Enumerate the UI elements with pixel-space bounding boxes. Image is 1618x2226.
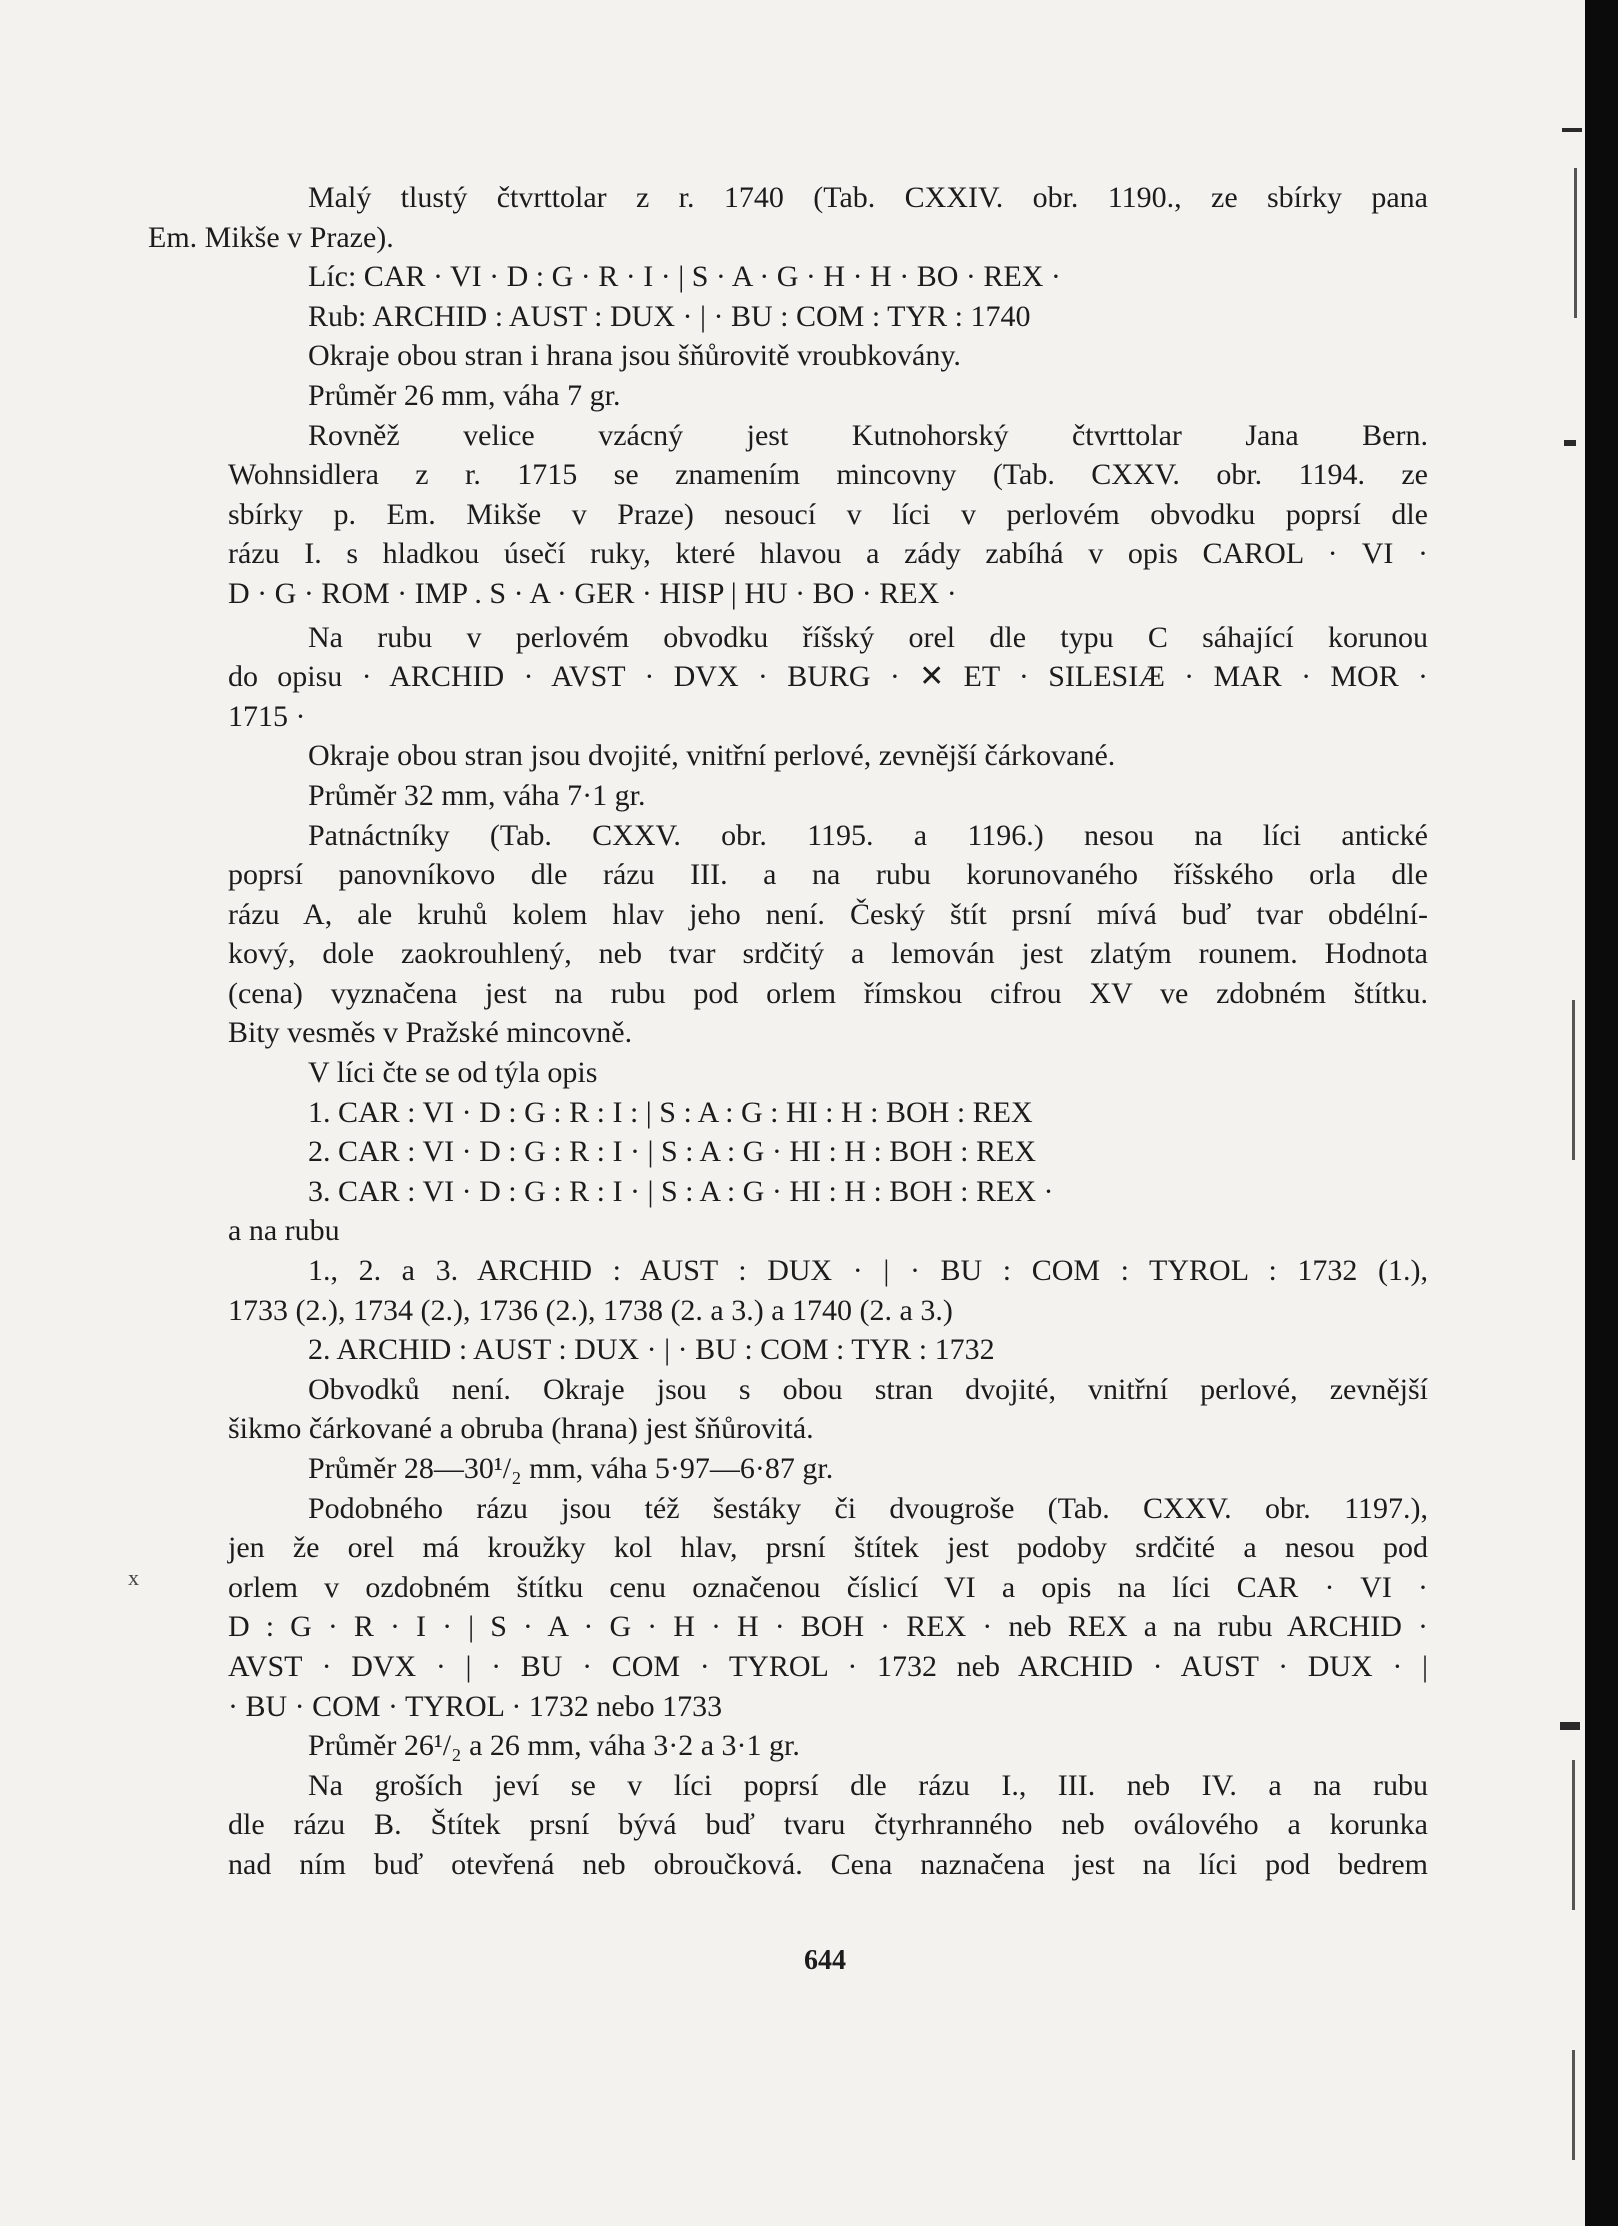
text-line: Bity vesměs v Pražské mincovně. bbox=[228, 1016, 633, 1050]
text-line: 1., 2. a 3. ARCHID : AUST : DUX · | · BU : COM : TYROL : 1732 (1.), bbox=[308, 1254, 1428, 1288]
paragraph bbox=[228, 416, 1428, 456]
text-line: jen že orel má kroužky kol hlav, prsní štítek jest podoby srdčité a nesou pod bbox=[228, 1531, 1428, 1565]
paragraph bbox=[148, 218, 1428, 258]
scan-mark bbox=[1564, 440, 1576, 446]
scan-mark bbox=[1560, 1722, 1580, 1730]
text-line: kový, dole zaokrouhlený, neb tvar srdčitý a lemován jest zlatým rounem. Hodnota bbox=[228, 937, 1428, 971]
text-line: Podobného rázu jsou též šestáky či dvougroše (Tab. CXXV. obr. 1197.), bbox=[308, 1491, 1428, 1525]
paragraph bbox=[228, 618, 1428, 658]
text-line: 3. CAR : VI · D : G : R : I · | S : A : G · HI : H : BOH : REX · bbox=[308, 1174, 1054, 1208]
paragraph bbox=[228, 736, 1428, 776]
scan-mark bbox=[1572, 1760, 1575, 1910]
text-line: Okraje obou stran i hrana jsou šňůrovitě vroubkovány. bbox=[308, 339, 961, 373]
paragraph bbox=[228, 1726, 1428, 1766]
paragraph bbox=[228, 297, 1428, 337]
inscription-line bbox=[228, 1172, 1428, 1212]
text-line: Průměr 26¹/₂ a 26 mm, váha 3·2 a 3·1 gr. bbox=[308, 1729, 800, 1763]
text-line: Průměr 26 mm, váha 7 gr. bbox=[308, 378, 621, 412]
text-line: Malý tlustý čtvrttolar z r. 1740 (Tab. CXXIV. obr. 1190., ze sbírky pana bbox=[308, 181, 1428, 214]
text-line: Na rubu v perlovém obvodku říšský orel dle typu C sáhající korunou bbox=[308, 620, 1428, 654]
paragraph-continuation bbox=[228, 855, 1428, 1013]
paragraph-continuation bbox=[228, 1409, 1428, 1449]
paragraph bbox=[228, 1766, 1428, 1806]
paragraph bbox=[228, 1489, 1428, 1529]
paragraph-continuation bbox=[228, 697, 1428, 737]
text-line: a na rubu bbox=[228, 1214, 340, 1248]
paragraph bbox=[228, 816, 1428, 856]
text-line: 1715 · bbox=[228, 699, 306, 733]
text-line: nad ním buď otevřená neb obroučková. Cena naznačena jest na líci pod bedrem bbox=[228, 1847, 1428, 1881]
text-line: poprsí panovníkovo dle rázu III. a na rubu korunovaného říšského orla dle bbox=[228, 858, 1428, 892]
paragraph-continuation bbox=[228, 657, 1428, 697]
paragraph-continuation bbox=[228, 1805, 1428, 1884]
text-line: sbírky p. Em. Mikše v Praze) nesoucí v líci v perlovém obvodku poprsí dle bbox=[228, 497, 1428, 531]
inscription-line bbox=[228, 1093, 1428, 1133]
text-line: (cena) vyznačena jest na rubu pod orlem římskou cifrou XV ve zdobném štítku. bbox=[228, 976, 1428, 1010]
text-line: AVST · DVX · | · BU · COM · TYROL · 1732 neb ARCHID · AUST · DUX · | bbox=[228, 1649, 1428, 1683]
scan-mark bbox=[1572, 2050, 1575, 2160]
text-line: D : G · R · I · | S · A · G · H · H · BOH · REX · neb REX a na rubu ARCHID · bbox=[228, 1610, 1428, 1644]
scan-mark bbox=[1572, 1000, 1575, 1160]
text-line: Em. Mikše v Praze). bbox=[148, 220, 394, 254]
text-line: Okraje obou stran jsou dvojité, vnitřní perlové, zevnější čárkované. bbox=[308, 739, 1116, 773]
text-line: Průměr 28—30¹/₂ mm, váha 5·97—6·87 gr. bbox=[308, 1452, 834, 1485]
paragraph bbox=[228, 336, 1428, 376]
text-line: rázu I. s hladkou úsečí ruky, které hlavou a zády zabíhá v opis CAROL · VI · bbox=[228, 537, 1428, 571]
text-line: do opisu · ARCHID · AVST · DVX · BURG · ✕ ET · SILESIÆ · MAR · MOR · bbox=[228, 660, 1428, 694]
text-line: Rovněž velice vzácný jest Kutnohorský čtvrttolar Jana Bern. bbox=[308, 418, 1428, 452]
paragraph-continuation bbox=[228, 1291, 1428, 1331]
text-line: Na groších jeví se v líci poprsí dle rázu I., III. neb IV. a na rubu bbox=[308, 1768, 1428, 1802]
text-line: rázu A, ale kruhů kolem hlav jeho není. Český štít prsní mívá buď tvar obdélní- bbox=[228, 897, 1428, 931]
text-line: 2. ARCHID : AUST : DUX · | · BU : COM : TYR : 1732 bbox=[308, 1333, 995, 1367]
paragraph-continuation bbox=[228, 574, 1428, 614]
paragraph bbox=[228, 1251, 1428, 1291]
text-line: dle rázu B. Štítek prsní bývá buď tvaru čtyrhranného neb oválového a korunka bbox=[228, 1808, 1428, 1842]
scan-mark bbox=[1574, 168, 1577, 318]
text-line: Líc: CAR · VI · D : G · R · I · | S · A · G · H · H · BO · REX · bbox=[308, 260, 1061, 294]
text-line: šikmo čárkované a obruba (hrana) jest šňůrovitá. bbox=[228, 1412, 814, 1446]
paragraph bbox=[228, 376, 1428, 416]
inscription-line bbox=[228, 1330, 1428, 1370]
paragraph bbox=[228, 776, 1428, 816]
text-line: Rub: ARCHID : AUST : DUX · | · BU : COM : TYR : 1740 bbox=[308, 299, 1031, 333]
paragraph-continuation bbox=[228, 1687, 1428, 1727]
text-line: 2. CAR : VI · D : G : R : I · | S : A : G · HI : H : BOH : REX bbox=[308, 1135, 1036, 1169]
text-line: orlem v ozdobném štítku cenu označenou číslicí VI a opis na líci CAR · VI · bbox=[228, 1570, 1428, 1604]
paragraph-continuation bbox=[228, 455, 1428, 574]
body-text bbox=[148, 178, 1428, 1885]
text-line: D · G · ROM · IMP . S · A · GER · HISP | HU · BO · REX · bbox=[228, 576, 957, 610]
text-line: Patnáctníky (Tab. CXXV. obr. 1195. a 1196.) nesou na líci antické bbox=[308, 818, 1428, 852]
text-line: Průměr 32 mm, váha 7·1 gr. bbox=[308, 778, 646, 812]
paragraph bbox=[228, 1053, 1428, 1093]
page-number: 644 bbox=[804, 1945, 846, 1976]
text-line: Obvodků není. Okraje jsou s obou stran dvojité, vnitřní perlové, zevnější bbox=[308, 1372, 1428, 1406]
text-line: 1733 (2.), 1734 (2.), 1736 (2.), 1738 (2. a 3.) a 1740 (2. a 3.) bbox=[228, 1293, 953, 1327]
margin-mark: x bbox=[128, 1565, 139, 1590]
scan-mark bbox=[1562, 128, 1582, 132]
paragraph bbox=[228, 1370, 1428, 1410]
paragraph-continuation bbox=[228, 1528, 1428, 1686]
inscription-line bbox=[228, 1132, 1428, 1172]
paragraph bbox=[228, 178, 1428, 218]
text-line: 1. CAR : VI · D : G : R : I : | S : A : G : HI : H : BOH : REX bbox=[308, 1095, 1033, 1129]
paragraph-continuation bbox=[228, 1013, 1428, 1053]
paragraph bbox=[228, 1449, 1428, 1489]
text-line: · BU · COM · TYROL · 1732 nebo 1733 bbox=[228, 1689, 723, 1723]
text-line: V líci čte se od týla opis bbox=[308, 1056, 598, 1090]
paragraph bbox=[228, 257, 1428, 297]
paragraph bbox=[228, 1211, 1428, 1251]
text-line: Wohnsidlera z r. 1715 se znamením mincovny (Tab. CXXV. obr. 1194. ze bbox=[228, 458, 1428, 492]
